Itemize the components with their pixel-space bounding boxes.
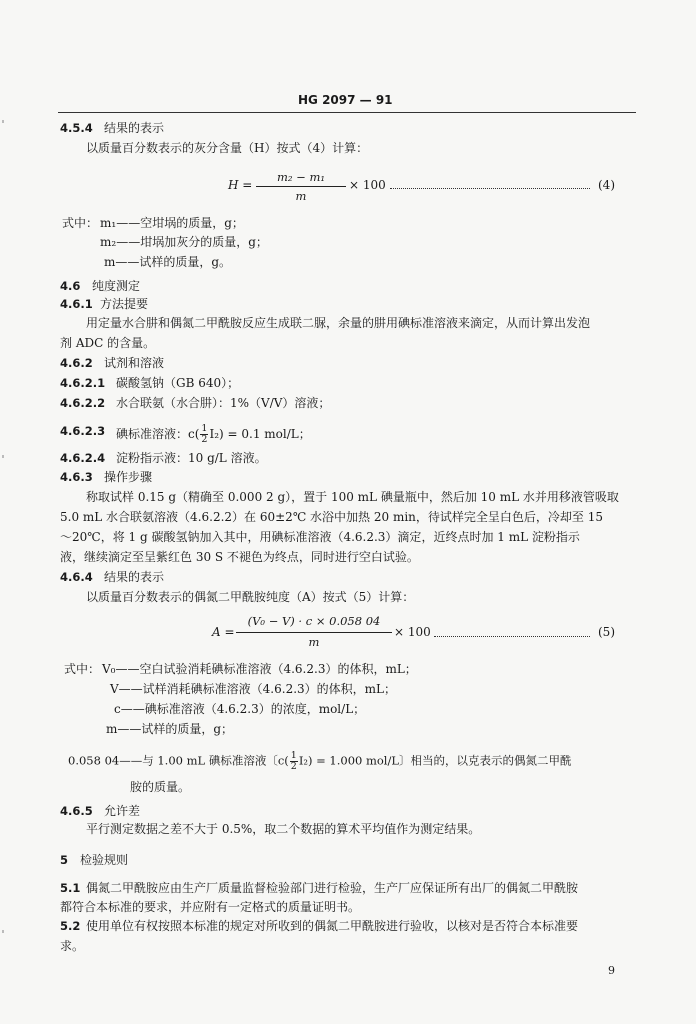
section-title: 操作步骤	[104, 470, 153, 484]
formula-multiplier: × 100	[394, 625, 431, 639]
section-number: 5	[60, 853, 69, 867]
section-title: 结果的表示	[104, 570, 165, 584]
section-number: 5.1	[60, 881, 81, 895]
paragraph-line: 称取试样 0.15 g（精确至 0.000 2 g），置于 100 mL 碘量瓶中，然后加 10 mL 水并用移液管吸取	[86, 490, 619, 504]
paragraph-line: 使用单位有权按照本标准的规定对所收到的偶氮二甲酰胺进行验收，以核对是否符合本标准要	[86, 919, 579, 933]
constant-definition	[68, 751, 572, 772]
fraction-numerator: 1	[201, 423, 208, 434]
variable-definition: m——试样的质量，g；	[106, 722, 234, 736]
section-number: 4.6.2.1	[60, 376, 106, 390]
paragraph-line: 5.0 mL 水合联氨溶液（4.6.2.2）在 60±2℃ 水浴中加热 20 min，待试样完全呈白色后，冷却至 15	[60, 510, 603, 524]
page-number: 9	[608, 964, 615, 977]
text-fragment: I₂) = 1.000 mol/L〕相当的，以克表示的偶氮二甲酰	[298, 753, 572, 768]
section-number: 5.2	[60, 919, 81, 933]
section-title: 检验规则	[80, 853, 129, 867]
fraction-denominator: 2	[201, 434, 208, 445]
scan-mark	[2, 930, 4, 933]
paragraph-line: 偶氮二甲酰胺应由生产厂质量监督检验部门进行检验，生产厂应保证所有出厂的偶氮二甲酰胺	[86, 881, 579, 895]
section-number: 4.6.2.2	[60, 396, 106, 410]
dot-leader	[390, 188, 590, 189]
equation-number: (5)	[598, 625, 615, 639]
scan-mark	[2, 455, 4, 458]
fraction-numerator: 1	[290, 750, 297, 761]
variable-definition: V₀——空白试验消耗碘标准溶液（4.6.2.3）的体积，mL；	[102, 662, 417, 676]
header-rule	[58, 112, 636, 113]
fraction-denominator: 2	[290, 761, 297, 772]
paragraph: 淀粉指示液：10 g/L 溶液。	[116, 451, 267, 465]
paragraph: 以质量百分数表示的灰分含量（H）按式（4）计算：	[86, 141, 369, 155]
page-header: HG 2097 — 91	[298, 93, 393, 107]
variable-definition: m₂——坩埚加灰分的质量，g；	[100, 235, 268, 249]
text-fragment: 0.058 04——与 1.00 mL 碘标准溶液〔c(	[68, 753, 289, 768]
inline-fraction	[290, 751, 298, 772]
formula-multiplier: × 100	[349, 178, 386, 192]
formula-lhs: A =	[212, 625, 235, 639]
section-number: 4.6.4	[60, 570, 93, 584]
where-label: 式中：	[64, 662, 101, 676]
paragraph-line: 求。	[60, 939, 85, 953]
fraction-bar	[236, 632, 392, 633]
section-number: 4.6.2.4	[60, 451, 106, 465]
paragraph-line: ～20℃，将 1 g 碳酸氢钠加入其中，用碘标准溶液（4.6.2.3）滴定，近终点时加 1 mL 淀粉指示	[60, 530, 580, 544]
section-number: 4.5.4	[60, 121, 93, 135]
scan-mark	[2, 120, 4, 123]
variable-definition: m——试样的质量，g。	[104, 255, 232, 269]
paragraph-line: 液，继续滴定至呈紫红色 30 S 不褪色为终点，同时进行空白试验。	[60, 550, 419, 564]
section-title: 试剂和溶液	[104, 356, 165, 370]
section-number: 4.6.2.3	[60, 424, 106, 438]
paragraph: 平行测定数据之差不大于 0.5%，取二个数据的算术平均值作为测定结果。	[86, 822, 481, 836]
text-fragment: I₂) = 0.1 mol/L；	[209, 427, 311, 441]
section-title: 方法提要	[100, 297, 149, 311]
paragraph: 水合联氨（水合肼）：1%（V/V）溶液；	[116, 396, 331, 410]
section-number: 4.6.1	[60, 297, 93, 311]
where-label: 式中：	[62, 216, 99, 230]
formula-lhs: H =	[228, 178, 253, 192]
paragraph-line: 都符合本标准的要求，并应附有一定格式的质量证明书。	[60, 900, 361, 914]
paragraph: 以质量百分数表示的偶氮二甲酰胺纯度（A）按式（5）计算：	[86, 590, 415, 604]
equation-number: (4)	[598, 178, 615, 192]
formula-numerator: m₂ − m₁	[277, 170, 325, 184]
section-number: 4.6.5	[60, 804, 93, 818]
constant-definition-continued: 胺的质量。	[130, 780, 191, 794]
section-title: 允许差	[104, 804, 141, 818]
section-number: 4.6.2	[60, 356, 93, 370]
paragraph	[116, 424, 311, 445]
paragraph: 碳酸氢钠（GB 640）；	[116, 376, 240, 390]
dot-leader	[434, 636, 590, 637]
inline-fraction	[200, 424, 208, 445]
fraction-bar	[256, 186, 346, 187]
variable-definition: V——试样消耗碘标准溶液（4.6.2.3）的体积，mL；	[110, 682, 396, 696]
section-number: 4.6.3	[60, 470, 93, 484]
variable-definition: c——碘标准溶液（4.6.2.3）的浓度，mol/L；	[114, 702, 366, 716]
section-number: 4.6	[60, 279, 81, 293]
text-fragment: 碘标准溶液：c(	[116, 427, 200, 441]
formula-denominator: m	[295, 189, 307, 203]
section-title: 结果的表示	[104, 121, 165, 135]
formula-numerator: (V₀ − V) · c × 0.058 04	[247, 614, 381, 628]
paragraph-line: 剂 ADC 的含量。	[60, 336, 156, 350]
variable-definition: m₁——空坩埚的质量，g；	[100, 216, 244, 230]
paragraph-line: 用定量水合肼和偶氮二甲酰胺反应生成联二脲，余量的肼用碘标准溶液来滴定，从而计算出发泡	[86, 316, 591, 330]
section-title: 纯度测定	[92, 279, 141, 293]
formula-denominator: m	[308, 635, 320, 649]
